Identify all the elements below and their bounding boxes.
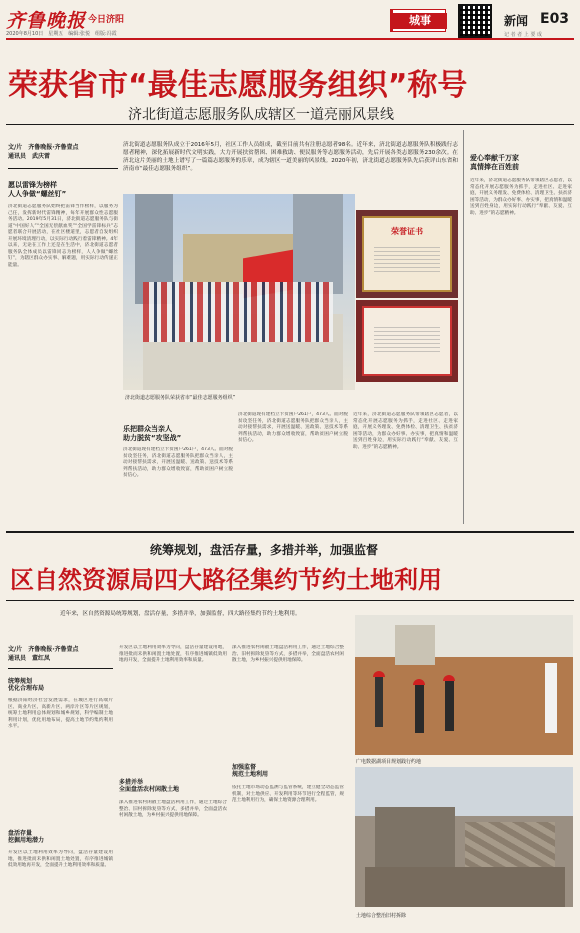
story1-subtitle-left: 愿以雷锋为榜样 人人争做“螺丝钉”: [8, 181, 67, 198]
edition-label: 今日济阳: [88, 15, 125, 25]
certificate-title: 荣誉证书: [391, 227, 423, 236]
certificate-photo-bottom: [356, 300, 458, 382]
byline-rule: [8, 168, 118, 169]
village-demolition-photo: [355, 767, 573, 907]
story2-lead: 近年来，区自然资源局统筹规划，盘活存量，多措并举，加强监督，四大路径集约节约土地利用。: [60, 611, 301, 617]
date-line: 2020年8月10日 星期五 编辑:张悦 组版:冯霞: [6, 31, 117, 37]
story2-kicker: 统筹规划，盘活存量，多措并举，加强监督: [150, 543, 379, 557]
story1-subhead: 济北街道志愿服务队成辖区一道亮丽风景线: [128, 107, 394, 123]
certificate-photo-top: [356, 210, 458, 298]
story2-body-1: 根据济阳经济社会发展需求，在城区进行高端片区、商业片区、高新片区、两岸片区等片区规划，统筹土地利用总体规划和城乡规划，科学编制土地利用计划，优化用地布局，提高土地节约集约利用水平。: [8, 698, 113, 729]
story1-body-right: 近年来，济北街道志愿服务队带领辖区志愿者，以常态化开展志愿服务为抓手，走进社区、走进家庭，开展义务理发、免费体检、清理卫生、扶贫济困等活动，为群众办好事、办实事，把真情和温暖送到百姓身边，用实际行动践行“奉献、友爱、互助、进步”的志愿精神。: [470, 178, 572, 216]
story1-top-rule: [6, 124, 574, 125]
story2-subtitle-2: 盘活存量 挖掘用地潜力: [8, 830, 45, 844]
right-column-rule: [463, 130, 464, 524]
story1-subtitle-right: 爱心奉献千万家 真情捧在百姓前: [470, 154, 519, 171]
story1-photo-caption: 济北街道志愿服务队荣获省市“最佳志愿服务组织”: [125, 395, 236, 401]
section-label: 城事: [393, 13, 447, 29]
story2-body-6: 依托土地市场动态监测与监管系统，建立健全动态监管机制，对土地供应、开发利用等环节进行全程监管，规范土地利用行为，确保土地资源合理利用。: [232, 785, 344, 803]
story2-body-2: 开发区以土地利用效率为导向，盘活存量建设用地，推进批而未供和闲置土地处置，有序推进城镇低效用地再开发，全面提升土地利用效率和质量。: [8, 850, 113, 868]
story1-body-middle-3: 近年来，济北街道志愿服务队带领辖区志愿者，以常态化开展志愿服务为抓手，走进社区、走进家庭，开展义务理发、免费体检、清理卫生、扶贫济困等活动，为群众办好事、办实事，把真情和温暖送到百姓身边，用实际行动践行“奉献、友爱、互助、进步”的志愿精神。: [353, 412, 458, 450]
story2-subtitle-4: 加强监督 规范土地利用: [232, 764, 269, 778]
story2-headline: 区自然资源局四大路径集约节约土地利用: [10, 566, 442, 594]
story2-rule: [6, 600, 574, 601]
masthead-rule: [6, 38, 574, 40]
story1-headline: 荣获省市“最佳志愿服务组织”称号: [8, 68, 468, 103]
column-subline: 记 者 者 上 要 成: [504, 32, 542, 38]
story1-byline: 文/片 齐鲁晚报·齐鲁壹点 通讯员 武庆雷: [8, 144, 79, 160]
story2-body-4: 深入推进农村闲散土地盘活利用工作，通过土地综合整治、旧村拆除复垦等方式，多措并举，全面盘活农村闲散土地，为乡村振兴提供用地保障。: [119, 800, 227, 818]
story1-body-middle: 济北街道现有建档立卡贫困户261户，473人。面对脱贫攻坚任务，济北街道志愿服务队把群众当亲人，主动对接帮扶需求，开展送温暖、送政策、送技术等系列帮扶活动，助力群众增收致富，帮助贫困户树立脱贫信心。: [123, 447, 233, 478]
story1-body-middle-2: 济北街道现有建档立卡贫困户261户，473人。面对脱贫攻坚任务，济北街道志愿服务队把群众当亲人，主动对接帮扶需求，开展送温暖、送政策、送技术等系列帮扶活动，助力群众增收致富，帮助贫困户树立脱贫信心。: [238, 412, 348, 443]
page-number: E03: [540, 11, 570, 27]
story2-byline-rule: [8, 668, 113, 669]
story2-byline: 文/片 齐鲁晚报·齐鲁壹点 通讯员 董红凤: [8, 646, 79, 662]
story2-subtitle-1: 统筹规划 优化合理布局: [8, 678, 45, 692]
qr-code-icon: [458, 4, 492, 38]
column-name: 新闻: [504, 14, 529, 28]
story1-body-left: 济北街道志愿服务队始终把雷锋当作榜样，以服务为己任，发挥新时代雷锋精神，每年开展群众性志愿服务活动。2019年5月31日，济北街道志愿服务队与街道“中国好人”“全国无偿献血奖”“全国学雷锋标兵”志愿者联合开展活动，在社区楼道里，志愿者自发组织开展环境清理行动，以实际行动践行着雷锋精神。4年以来，无论在工作上还是在生活中，济北街道志愿者服务队全体成员以雷锋同志为榜样，人人争做“螺丝钉”，为辖区群众办实事、解难题，用实际行动传递正能量。: [8, 204, 118, 268]
story-divider: [6, 531, 574, 533]
data-lake-project-photo: [355, 615, 573, 755]
story2-photo2-caption: 土地综合整治旧村拆除: [356, 913, 407, 919]
story1-subtitle-middle: 乐把群众当亲人 助力脱贫“攻坚战”: [123, 425, 182, 442]
story2-body-5: 深入推进农村闲散土地盘活利用工作，通过土地综合整治、旧村拆除复垦等方式，多措并举，全面盘活农村闲散土地，为乡村振兴提供用地保障。: [232, 645, 344, 663]
volunteer-team-photo: [123, 194, 355, 390]
story2-photo1-caption: 广电数据湖项目规划践行约地: [356, 759, 422, 765]
story2-body-3: 开发区以土地利用效率为导向，盘活存量建设用地，推进批而未供和闲置土地处置，有序推进城镇低效用地再开发，全面提升土地利用效率和质量。: [119, 645, 227, 663]
story1-lead: 济北街道志愿服务队成立于2016年5月，社区工作人员组成，截至目前共有注册志愿者98名。近年来，济北街道志愿服务队积极践行志愿者精神，深化拓展新时代文明实践，大力开展扶贫帮困、困难救助、便民服务等志愿服务活动，先后开展各类志愿服务230余次。在济北这片美丽的土地上谱写了一篇篇志愿服务的乐章，成为辖区一道美丽的风景线。2020年初，济北街道志愿服务队先后获评山东省和济南市“最佳志愿服务组织”。: [123, 142, 458, 172]
section-tab: [390, 9, 446, 32]
newspaper-logo: 齐鲁晚报: [6, 10, 87, 32]
story2-subtitle-3: 多措并举 全面盘活农村闲散土地: [119, 779, 180, 793]
